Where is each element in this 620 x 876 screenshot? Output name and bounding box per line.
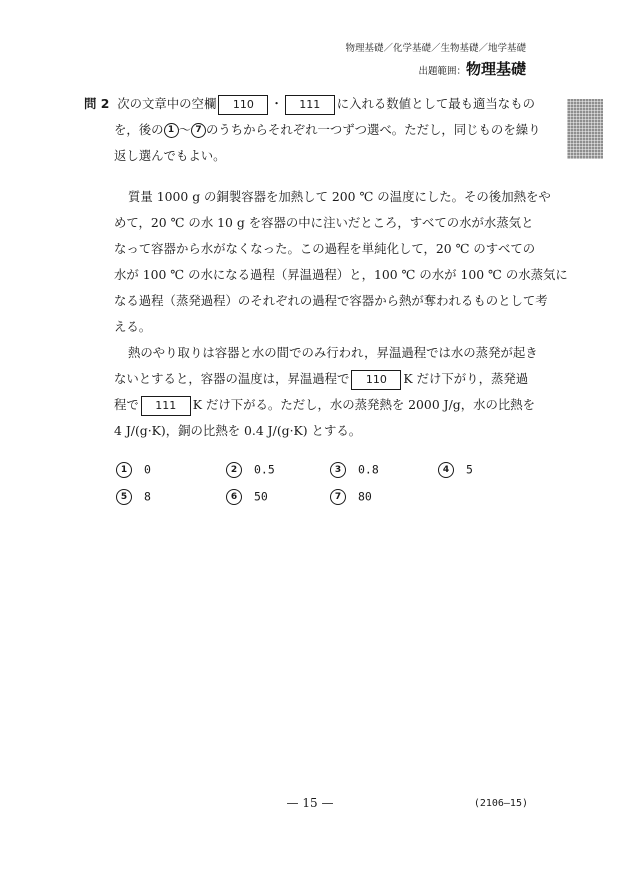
scope-label: 出題範囲：	[418, 66, 466, 77]
question-intro-line-3: 返し選んでもよい。	[114, 148, 226, 163]
passage-line: なる過程（蒸発過程）のそれぞれの過程で容器から熱が奪われるものとして考	[114, 293, 548, 308]
passage-line	[114, 395, 535, 416]
choice-value: 8	[144, 489, 151, 504]
passage-text: 程で	[114, 397, 139, 412]
passage-line: 熱のやり取りは容器と水の間でのみ行われ，昇温過程では水の蒸発が起き	[128, 345, 538, 360]
choice-value: 0	[144, 462, 151, 477]
question-number: 問 2	[84, 96, 110, 111]
intro-text: のうちからそれぞれ一つずつ選べ。ただし，同じものを繰り	[205, 122, 541, 137]
question-intro-line-2	[114, 120, 541, 140]
choice-3	[330, 462, 379, 478]
page-number: — 15 —	[286, 796, 334, 810]
choice-value: 80	[358, 489, 372, 504]
intro-text: を，後の	[114, 122, 164, 137]
passage-line: える。	[114, 319, 152, 334]
passage-line: なって容器から水がなくなった。この過程を単純化して，20 ℃ のすべての	[114, 241, 536, 256]
choice-1	[116, 462, 151, 478]
subjects-header: 物理基礎／化学基礎／生物基礎／地学基礎	[345, 43, 526, 54]
circled-number-1: 1	[116, 462, 132, 478]
passage-text: ないとすると，容器の温度は，昇温過程で	[114, 371, 350, 386]
answer-box-111: 111	[285, 95, 335, 115]
circled-number-1: 1	[164, 123, 179, 138]
circled-number-3: 3	[330, 462, 346, 478]
separator: ・	[270, 96, 283, 111]
choice-7	[330, 489, 372, 505]
circled-number-7: 7	[330, 489, 346, 505]
choice-5	[116, 489, 151, 505]
choice-value: 0.8	[358, 462, 379, 477]
scope-header	[418, 58, 526, 79]
index-tab-mark	[567, 99, 603, 159]
answer-box-110: 110	[218, 95, 268, 115]
choice-6	[226, 489, 268, 505]
question-intro-line-1	[84, 94, 535, 115]
passage-text: K だけ下がる。ただし，水の蒸発熱を 2000 J/g，水の比熱を	[192, 397, 536, 412]
intro-text: に入れる数値として最も適当なもの	[336, 96, 535, 111]
circled-number-2: 2	[226, 462, 242, 478]
scope-value: 物理基礎	[465, 60, 526, 78]
circled-number-7: 7	[191, 123, 206, 138]
intro-text: 次の文章中の空欄	[117, 96, 217, 111]
passage-line: 水が 100 ℃ の水になる過程（昇温過程）と，100 ℃ の水が 100 ℃ の水蒸気に	[114, 267, 568, 282]
choice-4	[438, 462, 473, 478]
exam-code: (2106—15)	[473, 798, 528, 809]
circled-number-6: 6	[226, 489, 242, 505]
tilde: ～	[178, 122, 191, 137]
choice-2	[226, 462, 275, 478]
choice-value: 0.5	[254, 462, 275, 477]
answer-box-111: 111	[141, 396, 191, 416]
passage-line: 質量 1000 g の銅製容器を加熱して 200 ℃ の温度にした。その後加熱をや	[128, 189, 551, 204]
passage-text: K だけ下がり，蒸発過	[403, 371, 529, 386]
passage-line: 4 J/(g·K)，銅の比熱を 0.4 J/(g·K) とする。	[114, 423, 362, 438]
answer-box-110: 110	[351, 370, 401, 390]
circled-number-4: 4	[438, 462, 454, 478]
choice-value: 5	[466, 462, 473, 477]
choice-value: 50	[254, 489, 268, 504]
passage-line: めて，20 ℃ の水 10 g を容器の中に注いだところ，すべての水が水蒸気と	[114, 215, 534, 230]
passage-line	[114, 369, 528, 390]
circled-number-5: 5	[116, 489, 132, 505]
